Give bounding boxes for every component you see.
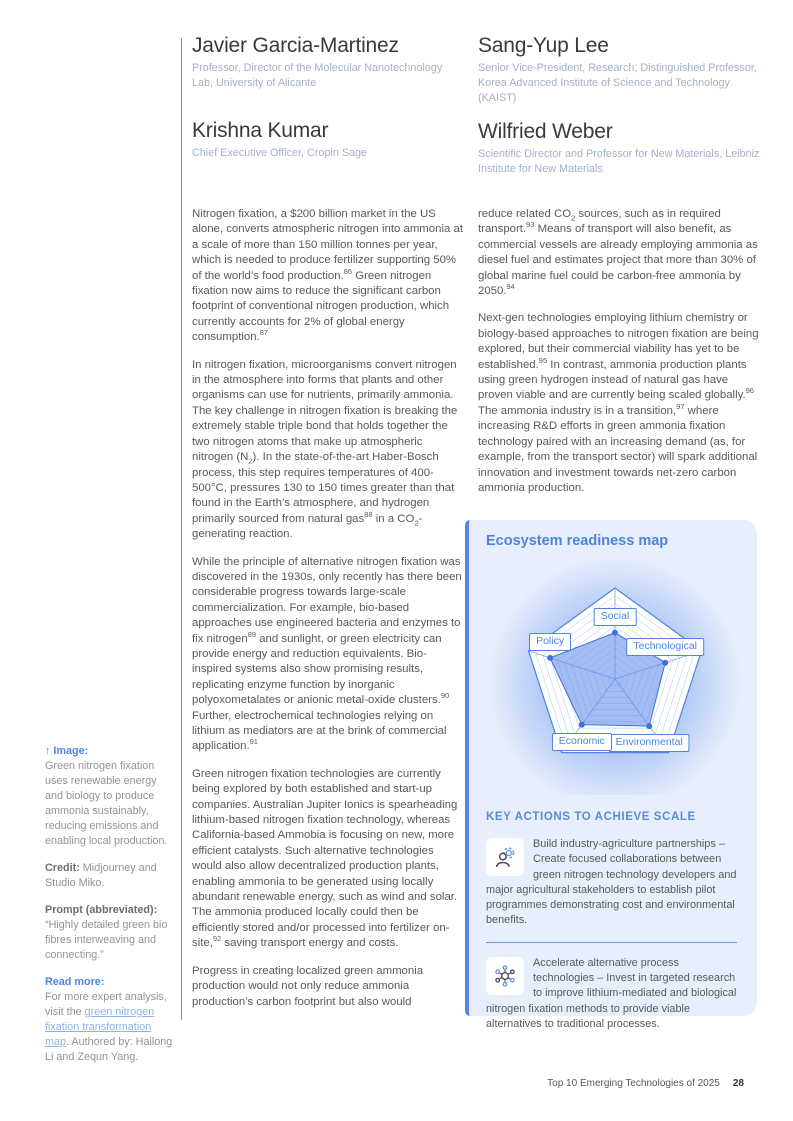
author-block xyxy=(192,33,464,91)
prompt-label: Prompt (abbreviated): xyxy=(45,904,158,916)
image-caption-sidebar xyxy=(45,744,175,1077)
paragraph: Next-gen technologies employing lithium chemistry or biology-based approaches to nitrogen fixation are being explored, but their commercial viability has yet to be established.$^{95}$ In contrast, ammonia production plants using green hydrogen instead of natural gas have proven viable and are currently being scaled globally.$^{96}$ The ammonia industry is in a transition,$^{97}$ where increasing R&D efforts in green ammonia fixation technology paired with an increasing demand (as, for example, from the transport sector) will spark additional innovation and investment towards net-zero carbon ammonia production. xyxy=(478,312,759,494)
author-title: Professor, Director of the Molecular Nanotechnology Lab, University of Alicante xyxy=(192,62,443,89)
key-action-item xyxy=(486,837,741,929)
author-block xyxy=(192,118,464,161)
prompt-text: “Highly detailed green bio fibres interweaving and connecting.” xyxy=(45,919,168,961)
key-action-item xyxy=(486,956,741,1032)
credit-text: Midjourney and Studio Miko. xyxy=(45,862,157,889)
body-column-left xyxy=(192,207,464,1022)
author-name: Sang-Yup Lee xyxy=(478,34,609,57)
image-caption-text: Green nitrogen fixation uses renewable energy and biology to produce ammonia sustainably, reducing emissions and enabling local production. xyxy=(45,760,168,847)
body-column-right xyxy=(478,207,759,508)
radar-axis-label-social: Social xyxy=(594,608,637,626)
read-more-label: Read more: xyxy=(45,976,105,988)
radar-axis-label-policy: Policy xyxy=(529,633,571,651)
paragraph: In nitrogen fixation, microorganisms convert nitrogen in the atmosphere into forms that plants and other organisms can use for nutrients, primarily ammonia. The key challenge in nitrogen fixation is breaking the extremely stable triple bond that holds together the two nitrogen atoms that make up atmospheric nitrogen $(N_2)$. In the state-of-the-art Haber-Bosch process, this step requires temperatures of 400-500°C, pressures 130 to 150 times greater than that found in the Earth’s atmosphere, and hydrogen primarily sourced from natural gas$^{88}$ in a $CO_2$-generating reaction. xyxy=(192,358,458,541)
authors-column-right xyxy=(478,33,764,177)
panel-divider xyxy=(486,942,737,943)
transformation-map-link[interactable]: green nitrogen fixation transformation map xyxy=(45,1006,155,1048)
image-label: ↑ Image: xyxy=(45,745,89,757)
read-more xyxy=(45,975,175,1065)
paragraph: reduce related $CO_2$ sources, such as in required transport.$^{93}$ Means of transport will also benefit, as commercial vessels are already employing ammonia as diesel fuel and estimates project that more than 30% of global marine fuel could be carbon-free ammonia by 2050.94 xyxy=(478,208,758,298)
panel-title: Ecosystem readiness map xyxy=(486,533,669,549)
image-caption xyxy=(45,744,175,849)
paragraph: While the principle of alternative nitrogen fixation was discovered in the 1930s, only recently has there been considerable progress towards large-scale commercialization. For example, bio-based approaches use engineered bacteria and enzymes to fix nitrogen$^{89}$ and sunlight, or green electricity can provide energy and reduction equivalents. Bio-inspired systems also show promising results, replicating enzyme function by inorganic polyoxometalates or anionic metal-oxide clusters.$^{90}$ Further, electrochemical technologies relying on lithium as mediators are at the brink of commercial application.$^{91}$ xyxy=(192,555,462,753)
authors-column-left xyxy=(192,33,464,161)
read-more-pre: For more expert analysis, visit the xyxy=(45,991,167,1018)
author-name: Krishna Kumar xyxy=(192,119,329,142)
paragraph: Nitrogen fixation, a $200 billion market in the US alone, converts atmospheric nitrogen into ammonia at a scale of more than 150 million tonnes per year, which is needed to produce fertilizer supporting 50% of the world’s food production.$^{86}$ Green nitrogen fixation now aims to reduce the significant carbon footprint of conventional nitrogen production, which currently accounts for 2% of global energy consumption.$^{87}$ xyxy=(192,208,463,344)
radar-axis-label-economic: Economic xyxy=(552,733,612,751)
prompt xyxy=(45,903,175,963)
page-footer xyxy=(547,1078,744,1089)
molecule-icon xyxy=(486,957,524,995)
key-actions-heading: KEY ACTIONS TO ACHIEVE SCALE xyxy=(486,811,696,823)
author-title: Chief Executive Officer, Cropin Sage xyxy=(192,147,368,159)
radar-axis-label-technological: Technological xyxy=(626,638,704,656)
radar-axis-label-environmental: Environmental xyxy=(609,734,690,752)
paragraph: Progress in creating localized green ammonia production would not only reduce ammonia production’s carbon footprint but also would xyxy=(192,964,424,1008)
read-more-post: . Authored by: Hailong Li and Zequn Yang. xyxy=(45,1036,173,1063)
key-action-text: Accelerate alternative process technologies – Invest in targeted research to improve lithium-mediated and biological nitrogen fixation methods to provide viable alternatives to traditional processes. xyxy=(486,956,737,1030)
page-number: 28 xyxy=(732,1078,744,1089)
vertical-divider xyxy=(181,38,182,1020)
paragraph: Green nitrogen fixation technologies are currently being explored by both established and start-up companies. Australian Jupiter Ionics is spearheading lithium-based nitrogen fixation technology, whereas California-based Ammobia is focusing on new, more efficient catalysts. Such alternative technologies would also allow decentralized production plants, enabling ammonia to be generated using locally abundant renewable energy, such as wind and solar. The ammonia produced locally could then be efficiently stored and/or processed into fertilizer on-site,$^{92}$ saving transport energy and costs. xyxy=(192,767,458,950)
author-title: Senior Vice-President, Research; Distinguished Professor, Korea Advanced Institute of Science and Technology (KAIST) xyxy=(478,62,757,104)
footer-title: Top 10 Emerging Technologies of 2025 xyxy=(547,1078,720,1089)
author-block xyxy=(478,33,764,106)
author-name: Javier Garcia-Martinez xyxy=(192,34,399,57)
credit-label: Credit: xyxy=(45,862,80,874)
person-gear-icon xyxy=(486,838,524,876)
key-action-text: Build industry-agriculture partnerships – Create focused collaborations between green nitrogen technology developers and major agricultural stakeholders to establish pilot programmes demonstrating cost and environmental benefits. xyxy=(486,838,737,927)
credit xyxy=(45,861,175,891)
author-name: Wilfried Weber xyxy=(478,120,613,143)
ecosystem-radar-chart xyxy=(486,555,744,795)
author-block xyxy=(478,119,764,177)
author-title: Scientific Director and Professor for New Materials, Leibniz Institute for New Materials xyxy=(478,148,760,175)
ecosystem-readiness-panel xyxy=(465,520,757,1030)
